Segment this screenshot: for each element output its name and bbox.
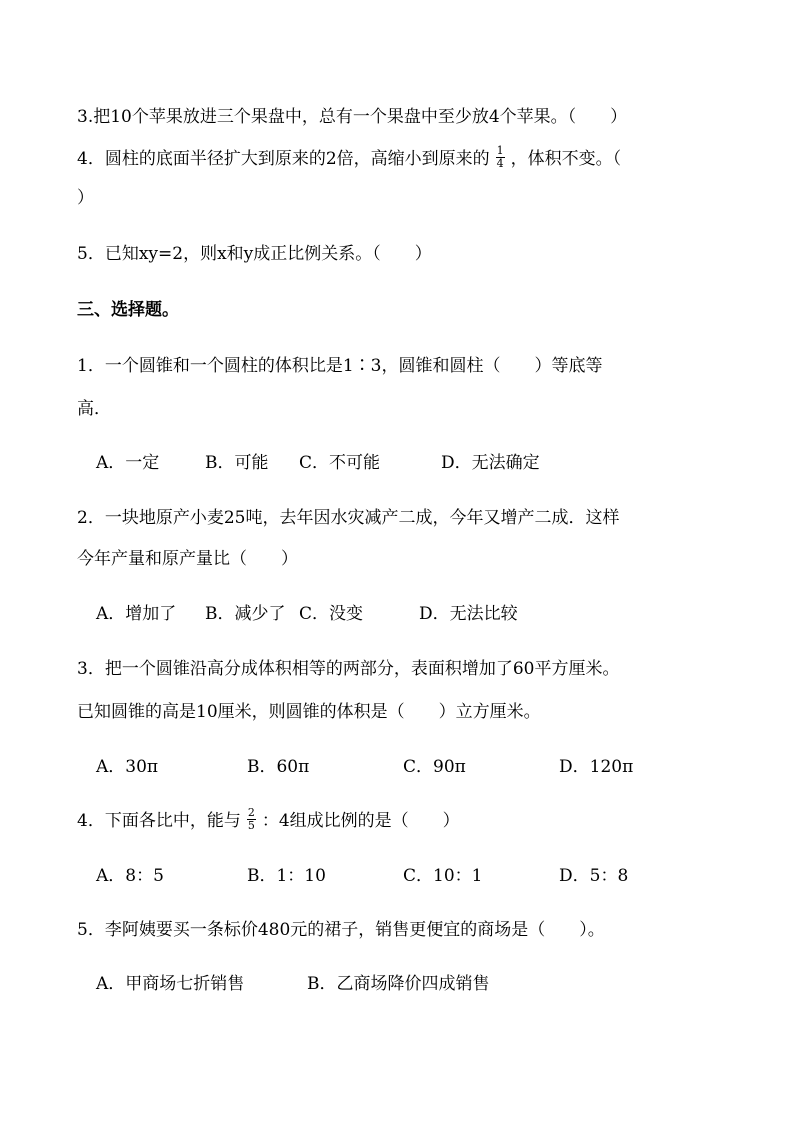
- choice-q3-line2: 已知圆锥的高是10厘米，则圆锥的体积是（ ）立方厘米。: [77, 702, 541, 722]
- choice-q4-option-d: D．5：8: [559, 866, 629, 886]
- judgement-q4-text: 4．圆柱的底面半径扩大到原来的2倍，高缩小到原来的: [77, 149, 490, 169]
- choice-q1-option-c: C．不可能: [299, 453, 381, 473]
- choice-q2-option-c: C．没变: [299, 604, 364, 624]
- choice-q5-option-b: B．乙商场降价四成销售: [307, 974, 490, 994]
- judgement-q3: 3.把10个苹果放进三个果盘中，总有一个果盘中至少放4个苹果。（ ）: [77, 107, 628, 127]
- choice-q1-option-a: A．一定: [96, 453, 160, 473]
- choice-q2-line1: 2．一块地原产小麦25吨，去年因水灾减产二成，今年又增产二成．这样: [77, 508, 620, 528]
- judgement-q5: 5．已知xy=2，则x和y成正比例关系。（ ）: [77, 244, 432, 264]
- choice-q1-option-b: B．可能: [205, 453, 269, 473]
- choice-q1-line1: 1．一个圆锥和一个圆柱的体积比是1∶3，圆锥和圆柱（ ）等底等: [77, 356, 603, 376]
- choice-q3-line1: 3．把一个圆锥沿高分成体积相等的两部分，表面积增加了60平方厘米。: [77, 659, 620, 679]
- choice-q3-option-a: A．30π: [96, 757, 159, 777]
- choice-q3-option-d: D．120π: [559, 757, 634, 777]
- choice-q2-line2: 今年产量和原产量比（ ）: [77, 549, 298, 569]
- choice-q5-option-a: A．甲商场七折销售: [96, 974, 245, 994]
- choice-q1-option-d: D．无法确定: [441, 453, 540, 473]
- fraction-denominator: 4: [496, 157, 504, 170]
- choice-q5-line1: 5．李阿姨要买一条标价480元的裙子，销售更便宜的商场是（ ）。: [77, 920, 605, 940]
- choice-q2-option-b: B．减少了: [205, 604, 286, 624]
- fraction: [247, 807, 256, 832]
- fraction-numerator: 2: [247, 806, 255, 819]
- choice-q4-option-b: B．1：10: [247, 866, 326, 886]
- choice-q4-text: 4．下面各比中，能与: [77, 811, 241, 831]
- judgement-q4-continued: ）: [77, 188, 94, 208]
- judgement-q4-text-after: ，体积不变。（: [510, 149, 622, 169]
- choice-q4-option-a: A．8：5: [96, 866, 164, 886]
- fraction-denominator: 5: [247, 819, 255, 832]
- choice-q2-option-a: A．增加了: [96, 604, 177, 624]
- judgement-q4: [77, 144, 622, 172]
- choice-q4: [77, 806, 460, 834]
- section-title: 三、选择题。: [77, 300, 179, 320]
- choice-q4-text-after: ：4组成比例的是（ ）: [261, 811, 460, 831]
- fraction-numerator: 1: [496, 144, 504, 157]
- choice-q3-option-c: C．90π: [403, 757, 466, 777]
- choice-q2-option-d: D．无法比较: [419, 604, 518, 624]
- choice-q3-option-b: B．60π: [247, 757, 310, 777]
- fraction: [496, 145, 505, 170]
- choice-q1-line2: 高．: [77, 399, 111, 419]
- choice-q4-option-c: C．10：1: [403, 866, 483, 886]
